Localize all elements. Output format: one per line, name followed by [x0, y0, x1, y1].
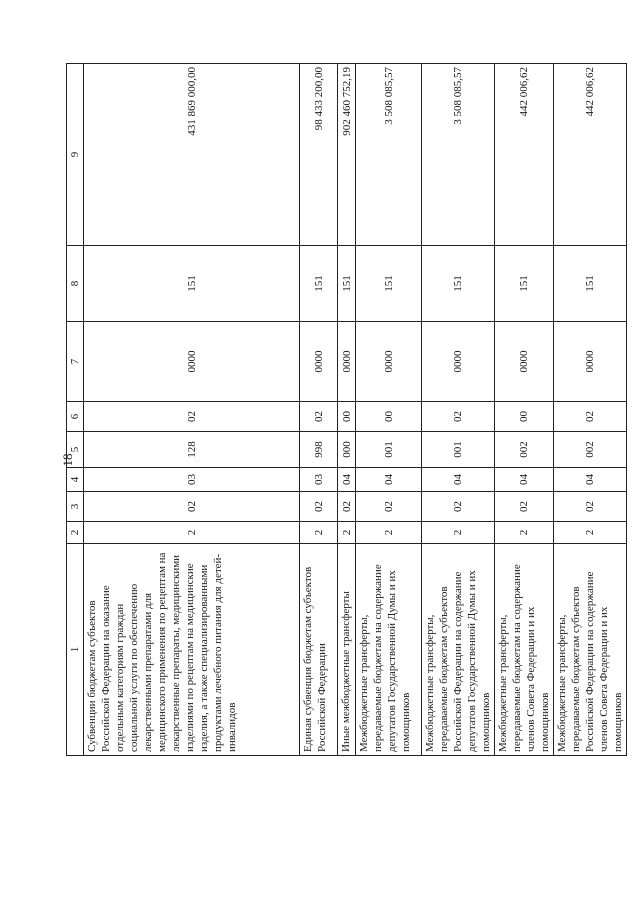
code-cell: 02: [422, 402, 495, 432]
code-cell: 03: [300, 468, 338, 492]
code-cell: 02: [356, 492, 422, 522]
code-cell: 0000: [356, 322, 422, 402]
code-cell: 002: [554, 432, 627, 468]
code-cell: 2: [338, 522, 356, 544]
amount-cell: 902 460 752,19: [338, 64, 356, 246]
code-cell: 02: [495, 492, 554, 522]
header-cell: 7: [67, 322, 84, 402]
code-cell: 151: [338, 246, 356, 322]
row-description: Межбюджетные трансферты, передаваемые бюджетам на содержание депутатов Государственной Думы и их помощников: [356, 544, 422, 756]
amount-cell: 3 508 085,57: [422, 64, 495, 246]
code-cell: 02: [300, 492, 338, 522]
code-cell: 2: [554, 522, 627, 544]
header-cell: 2: [67, 522, 84, 544]
code-cell: 151: [495, 246, 554, 322]
amount-cell: 442 006,62: [554, 64, 627, 246]
code-cell: 02: [422, 492, 495, 522]
code-cell: 03: [84, 468, 300, 492]
code-cell: 998: [300, 432, 338, 468]
budget-table: [66, 63, 627, 756]
code-cell: 0000: [422, 322, 495, 402]
table-row: [422, 64, 495, 756]
code-cell: 04: [422, 468, 495, 492]
table-header-row: [67, 64, 84, 756]
code-cell: 00: [495, 402, 554, 432]
rotated-table-frame: [66, 64, 624, 756]
code-cell: 02: [300, 402, 338, 432]
table-row: [84, 64, 300, 756]
row-description: Межбюджетные трансферты, передаваемые бюджетам на содержание членов Совета Федерации и их помощников: [495, 544, 554, 756]
row-description: Единая субвенция бюджетам субъектов Российской Федерации: [300, 544, 338, 756]
row-description: Межбюджетные трансферты, передаваемые бюджетам субъектов Российской Федерации на содержание членов Совета Федерации и их помощников: [554, 544, 627, 756]
code-cell: 0000: [84, 322, 300, 402]
code-cell: 04: [356, 468, 422, 492]
code-cell: 0000: [338, 322, 356, 402]
code-cell: 00: [338, 402, 356, 432]
header-cell: 4: [67, 468, 84, 492]
row-description: Межбюджетные трансферты, передаваемые бюджетам субъектов Российской Федерации на содержание депутатов Государственной Думы и их помощников: [422, 544, 495, 756]
table-row: [300, 64, 338, 756]
code-cell: 001: [422, 432, 495, 468]
header-cell: 9: [67, 64, 84, 246]
table-row: [338, 64, 356, 756]
table-row: [356, 64, 422, 756]
code-cell: 04: [495, 468, 554, 492]
amount-cell: 3 508 085,57: [356, 64, 422, 246]
code-cell: 04: [338, 468, 356, 492]
table-row: [495, 64, 554, 756]
page-number: 18: [60, 453, 75, 467]
code-cell: 2: [356, 522, 422, 544]
amount-cell: 431 869 000,00: [84, 64, 300, 246]
code-cell: 151: [84, 246, 300, 322]
row-description: Субвенции бюджетам субъектов Российской Федерации на оказание отдельным категориям граждан социальной услуги по обеспечению лекарственными препаратами для медицинского применения по рецептам на лекарственные препараты, медицинскими изделиями по рецептам на медицинские изделия, а также специализированными продуктами лечебного питания для детей-инвалидов: [84, 544, 300, 756]
code-cell: 2: [495, 522, 554, 544]
code-cell: 00: [356, 402, 422, 432]
code-cell: 128: [84, 432, 300, 468]
row-description: Иные межбюджетные трансферты: [338, 544, 356, 756]
code-cell: 2: [300, 522, 338, 544]
header-cell: 8: [67, 246, 84, 322]
header-cell: 1: [67, 544, 84, 756]
code-cell: 02: [338, 492, 356, 522]
code-cell: 02: [554, 492, 627, 522]
code-cell: 001: [356, 432, 422, 468]
header-cell: 5: [67, 432, 84, 468]
code-cell: 002: [495, 432, 554, 468]
code-cell: 02: [554, 402, 627, 432]
table-row: [554, 64, 627, 756]
amount-cell: 442 006,62: [495, 64, 554, 246]
code-cell: 0000: [495, 322, 554, 402]
code-cell: 0000: [554, 322, 627, 402]
code-cell: 151: [422, 246, 495, 322]
code-cell: 02: [84, 402, 300, 432]
amount-cell: 98 433 200,00: [300, 64, 338, 246]
header-cell: 6: [67, 402, 84, 432]
code-cell: 151: [300, 246, 338, 322]
code-cell: 2: [422, 522, 495, 544]
code-cell: 000: [338, 432, 356, 468]
code-cell: 0000: [300, 322, 338, 402]
code-cell: 04: [554, 468, 627, 492]
code-cell: 151: [356, 246, 422, 322]
code-cell: 2: [84, 522, 300, 544]
header-cell: 3: [67, 492, 84, 522]
code-cell: 02: [84, 492, 300, 522]
code-cell: 151: [554, 246, 627, 322]
